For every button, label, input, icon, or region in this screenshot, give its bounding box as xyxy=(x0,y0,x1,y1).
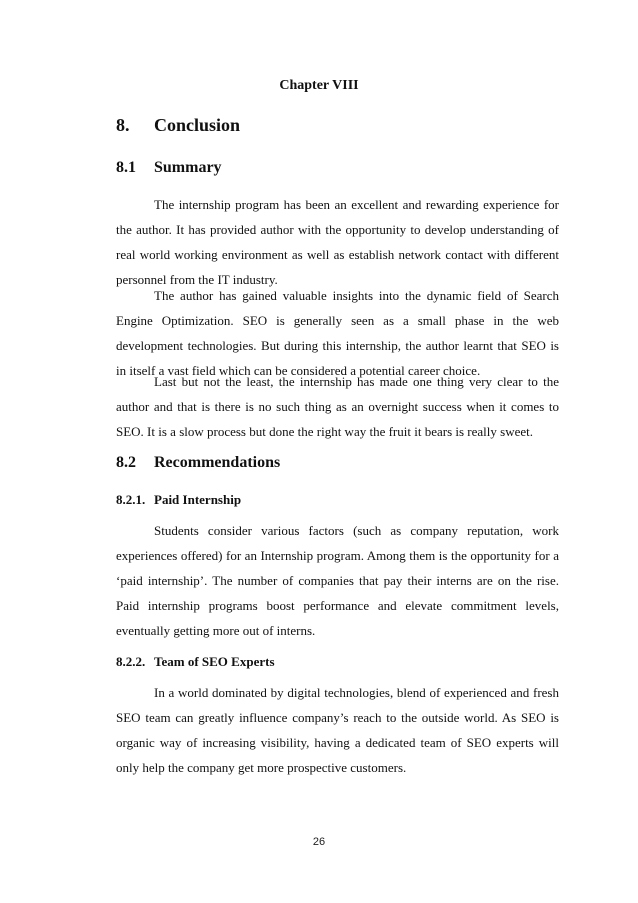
subsection-heading-paid-internship xyxy=(116,492,241,508)
summary-number: 8.1 xyxy=(116,159,136,176)
recommendations-number: 8.2 xyxy=(116,454,136,471)
summary-paragraph-2: The author has gained valuable insights into the dynamic field of Search Engine Optimization. SEO is generally seen as a small phase in the web development technologies. But during this internship, the author learnt that SEO is in itself a vast field which can be considered a potential career choice. xyxy=(116,288,559,378)
summary-paragraph-1: The internship program has been an excellent and rewarding experience for the author. It has provided author with the opportunity to develop understanding of real world working environment as well as establish network contact with different personnel from the IT industry. xyxy=(116,197,559,287)
chapter-heading: Chapter VIII xyxy=(279,78,359,93)
subsection-title: Team of SEO Experts xyxy=(154,654,275,669)
section-heading xyxy=(116,115,240,136)
subsection-heading-seo-experts xyxy=(116,654,275,670)
paid-internship-paragraph: Students consider various factors (such as company reputation, work experiences offered) for an Internship program. Among them is the opportunity for a ‘paid internship’. The number of companies that pay their interns are on the rise. Paid internship programs boost performance and elevate commitment levels, eventually getting more out of interns. xyxy=(116,523,559,638)
seo-experts-paragraph: In a world dominated by digital technologies, blend of experienced and fresh SEO team can greatly influence company’s reach to the outside world. As SEO is organic way of increasing visibility, having a dedicated team of SEO experts will only help the company get more prospective customers. xyxy=(116,685,559,775)
subsection-number: 8.2.2. xyxy=(116,654,146,669)
recommendations-title: Recommendations xyxy=(154,454,281,471)
subsection-number: 8.2.1. xyxy=(116,492,146,507)
subsection-title: Paid Internship xyxy=(154,492,242,507)
section-title: Conclusion xyxy=(154,115,241,135)
recommendations-heading xyxy=(116,454,280,472)
summary-paragraph-3: Last but not the least, the internship has made one thing very clear to the author and that is there is no such thing as an overnight success when it comes to SEO. It is a slow process but done the right way the fruit it bears is really sweet. xyxy=(116,374,559,439)
page-number: 26 xyxy=(312,836,326,848)
section-number: 8. xyxy=(116,115,130,135)
summary-heading xyxy=(116,159,222,177)
summary-title: Summary xyxy=(154,159,222,176)
